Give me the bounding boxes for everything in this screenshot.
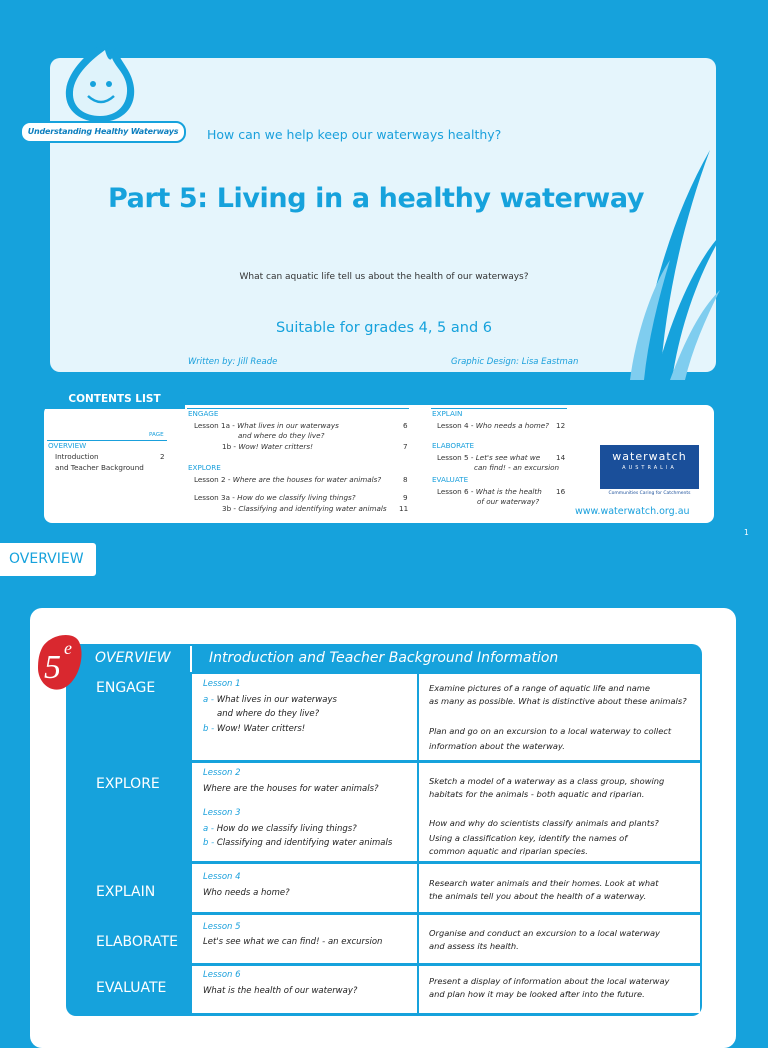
contents-item[interactable]: Lesson 1a - What lives in our waterways [194, 421, 339, 430]
divider [187, 408, 409, 409]
contents-page-number: 9 [403, 493, 408, 502]
activity-text: Using a classification key, identify the names of [429, 833, 628, 843]
contents-page-number: 2 [160, 452, 165, 461]
5e-badge-icon [34, 630, 84, 692]
contents-page-number: 7 [403, 442, 408, 451]
lesson-line: Where are the houses for water animals? [203, 784, 379, 794]
column-header-intro: Introduction and Teacher Background Information [209, 650, 559, 666]
contents-item[interactable]: Lesson 3a - How do we classify living things? [194, 493, 356, 502]
contents-item[interactable]: and Teacher Background [55, 463, 144, 472]
lesson-line: a - What lives in our waterways [203, 695, 337, 705]
lesson-line: b - Classifying and identifying water animals [203, 838, 393, 848]
contents-overview-heading[interactable]: OVERVIEW [48, 441, 87, 450]
activity-text: Examine pictures of a range of aquatic life and name [429, 683, 650, 693]
page-column-label: PAGE [551, 400, 566, 406]
contents-page-number: 8 [403, 475, 408, 484]
overview-section-label: OVERVIEW [0, 543, 96, 576]
row-label-explore: EXPLORE [96, 776, 160, 792]
tagline: How can we help keep our waterways healthy? [207, 127, 502, 142]
lesson-line: a - How do we classify living things? [203, 824, 357, 834]
activity-text: Present a display of information about the local waterway [429, 976, 670, 986]
5e-badge-number: 5 [44, 649, 61, 686]
row-label-evaluate: EVALUATE [96, 980, 167, 996]
water-drop-logo [60, 40, 140, 124]
lesson-line: b - Wow! Water critters! [203, 724, 306, 734]
activity-text: and assess its health. [429, 941, 519, 951]
lesson-line: Who needs a home? [203, 888, 290, 898]
logo-text: Understanding Healthy Waterways [20, 121, 186, 143]
contents-item[interactable]: 3b - Classifying and identifying water animals [222, 504, 387, 513]
activity-text: Sketch a model of a waterway as a class group, showing [429, 776, 665, 786]
lesson-line: What is the health of our waterway? [203, 986, 358, 996]
page-number: 1 [744, 528, 749, 537]
page-column-label: PAGE [149, 432, 164, 438]
waterwatch-caption: Communities Caring for Catchments [608, 491, 691, 496]
contents-item[interactable]: Lesson 4 - Who needs a home? [437, 421, 549, 430]
waterwatch-logo-text: waterwatch [612, 450, 687, 463]
activity-text: Organise and conduct an excursion to a local waterway [429, 928, 660, 938]
contents-page-number: 12 [556, 421, 566, 430]
header-divider [190, 646, 192, 672]
lesson-label: Lesson 3 [203, 808, 241, 818]
contents-engage-heading[interactable]: ENGAGE [188, 409, 219, 418]
designer-credit: Graphic Design: Lisa Eastman [451, 357, 579, 367]
contents-evaluate-heading[interactable]: EVALUATE [432, 475, 469, 484]
contents-item-cont: can find! - an excursion [474, 463, 560, 472]
contents-elaborate-heading[interactable]: ELABORATE [432, 441, 475, 450]
lesson-line: and where do they live? [217, 709, 320, 719]
grades-text: Suitable for grades 4, 5 and 6 [275, 320, 493, 336]
column-header-overview: OVERVIEW [95, 650, 171, 666]
row-label-engage: ENGAGE [96, 680, 156, 696]
contents-item[interactable]: Introduction [55, 452, 99, 461]
contents-explore-heading[interactable]: EXPLORE [188, 463, 221, 472]
waterwatch-url-link[interactable]: www.waterwatch.org.au [575, 506, 690, 517]
waterwatch-logo-country: AUSTRALIA [622, 465, 677, 471]
activity-text: common aquatic and riparian species. [429, 846, 588, 856]
waterwatch-logo [600, 445, 699, 489]
activity-text: habitats for the animals - both aquatic and riparian. [429, 789, 645, 799]
contents-tab: CONTENTS LIST [44, 390, 185, 409]
contents-item-cont: and where do they live? [238, 431, 325, 440]
lesson-label: Lesson 2 [203, 768, 241, 778]
activity-text: and plan how it may be looked after into the future. [429, 989, 645, 999]
lesson-label: Lesson 6 [203, 970, 241, 980]
activity-text: as many as possible. What is distinctive about these animals? [429, 696, 687, 706]
activity-text: Plan and go on an excursion to a local waterway to collect [429, 726, 672, 736]
grass-decoration [600, 140, 730, 380]
activity-text: Research water animals and their homes. Look at what [429, 878, 659, 888]
contents-item[interactable]: Lesson 5 - Let's see what we [437, 453, 541, 462]
contents-item[interactable]: Lesson 6 - What is the health [437, 487, 542, 496]
contents-item[interactable]: 1b - Wow! Water critters! [222, 442, 314, 451]
subtitle: What can aquatic life tell us about the health of our waterways? [239, 272, 529, 282]
activity-text: How and why do scientists classify animals and plants? [429, 818, 659, 828]
row-label-explain: EXPLAIN [96, 884, 156, 900]
author-credit: Written by: Jill Reade [188, 357, 278, 367]
5e-badge-sup: e [64, 638, 72, 658]
activity-text: information about the waterway. [429, 741, 565, 751]
lesson-label: Lesson 4 [203, 872, 241, 882]
contents-page-number: 14 [556, 453, 566, 462]
row-label-elaborate: ELABORATE [96, 934, 178, 950]
lesson-label: Lesson 1 [203, 679, 241, 689]
lesson-line: Let's see what we can find! - an excursion [203, 937, 383, 947]
contents-page-number: 11 [399, 504, 409, 513]
contents-item[interactable]: Lesson 2 - Where are the houses for water animals? [194, 475, 382, 484]
contents-explain-heading[interactable]: EXPLAIN [432, 409, 463, 418]
contents-page-number: 16 [556, 487, 566, 496]
contents-page-number: 6 [403, 421, 408, 430]
activity-text: the animals tell you about the health of a waterway. [429, 891, 647, 901]
contents-item-cont: of our waterway? [477, 497, 540, 506]
page-title: Part 5: Living in a healthy waterway [108, 183, 645, 214]
page-column-label: PAGE [393, 400, 408, 406]
lesson-label: Lesson 5 [203, 922, 241, 932]
